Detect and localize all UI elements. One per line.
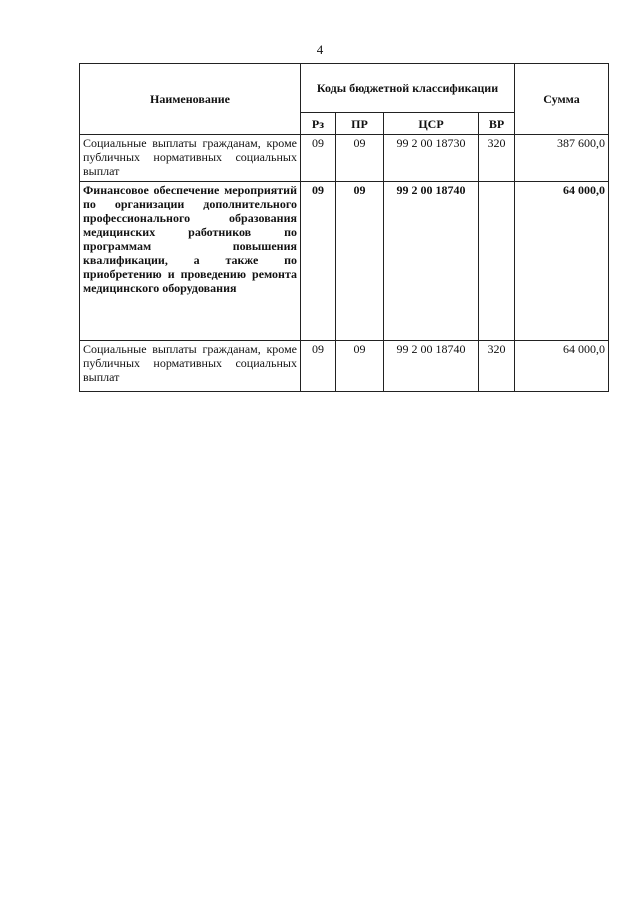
row-vr: 320 xyxy=(479,135,515,182)
header-vr: ВР xyxy=(479,113,515,135)
header-rz: Рз xyxy=(301,113,336,135)
row-vr: 320 xyxy=(479,341,515,392)
row-csr: 99 2 00 18730 xyxy=(384,135,479,182)
row-sum: 64 000,0 xyxy=(515,182,609,341)
row-pr: 09 xyxy=(336,135,384,182)
row-csr: 99 2 00 18740 xyxy=(384,182,479,341)
header-codes: Коды бюджетной классификации xyxy=(301,64,515,113)
row-csr: 99 2 00 18740 xyxy=(384,341,479,392)
header-csr: ЦСР xyxy=(384,113,479,135)
row-rz: 09 xyxy=(301,135,336,182)
header-name: Наименование xyxy=(80,64,301,135)
page-number: 4 xyxy=(316,42,324,57)
row-sum: 387 600,0 xyxy=(515,135,609,182)
row-name: Финансовое обеспечение мероприятий по организации дополнительного профессионального образования медицинских работников по программам повышения квалификации, а также по приобретению и проведению ремонта медицинского оборудования xyxy=(80,182,301,341)
row-sum: 64 000,0 xyxy=(515,341,609,392)
row-rz: 09 xyxy=(301,341,336,392)
row-rz: 09 xyxy=(301,182,336,341)
budget-table xyxy=(79,63,609,392)
row-pr: 09 xyxy=(336,341,384,392)
header-sum: Сумма xyxy=(515,64,609,135)
table-row xyxy=(80,135,609,182)
row-vr xyxy=(479,182,515,341)
row-name: Социальные выплаты гражданам, кроме публичных нормативных социальных выплат xyxy=(80,135,301,182)
header-pr: ПР xyxy=(336,113,384,135)
row-name: Социальные выплаты гражданам, кроме публичных нормативных социальных выплат xyxy=(80,341,301,392)
table-row xyxy=(80,182,609,341)
table-header-row xyxy=(80,64,609,113)
row-pr: 09 xyxy=(336,182,384,341)
table-row xyxy=(80,341,609,392)
